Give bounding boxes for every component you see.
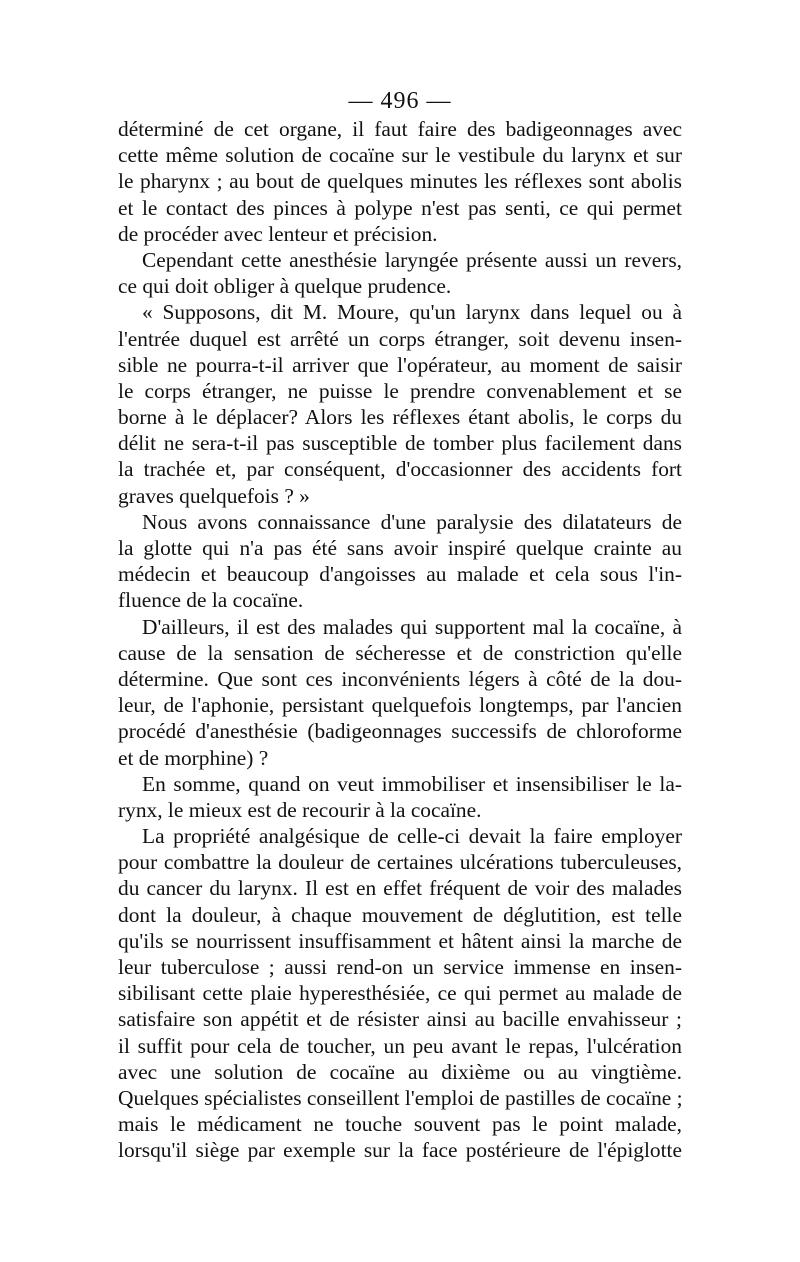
text-line: satisfaire son appétit et de résister ainsi au bacille envahisseur ; [118, 1007, 682, 1032]
text-line: borne à le déplacer? Alors les réflexes étant abolis, le corps du [118, 405, 682, 430]
text-line: le corps étranger, ne puisse le prendre convenablement et se [118, 378, 682, 403]
text-line: leur tuberculose ; aussi rend-on un service immense en insen- [118, 955, 682, 979]
text-line: la glotte qui n'a pas été sans avoir inspiré quelque crainte au [118, 536, 682, 560]
text-line: le pharynx ; au bout de quelques minutes les réflexes sont abolis [118, 169, 682, 194]
body-text [118, 116, 682, 1164]
text-line: qu'ils se nourrissent insuffisamment et hâtent ainsi la marche de [118, 928, 682, 953]
text-line: cette même solution de cocaïne sur le vestibule du larynx et sur [118, 143, 682, 168]
text-line: Quelques spécialistes conseillent l'emploi de pastilles de cocaïne ; [118, 1085, 683, 1110]
text-line: du cancer du larynx. Il est en effet fréquent de voir des malades [118, 876, 682, 901]
text-line: ce qui doit obliger à quelque prudence. [118, 274, 452, 299]
text-line: En somme, quand on veut immobiliser et insensibiliser le la- [142, 771, 682, 796]
text-line: cause de la sensation de sécheresse et de constriction qu'elle [118, 640, 682, 665]
text-line: mais le médicament ne touche souvent pas le point malade, [118, 1112, 682, 1137]
text-line: leur, de l'aphonie, persistant quelquefois longtemps, par l'ancien [118, 693, 682, 718]
text-line: détermine. Que sont ces inconvénients légers à côté de la dou- [118, 666, 682, 691]
text-line: il suffit pour cela de toucher, un peu avant le repas, l'ulcération [118, 1033, 682, 1058]
text-line: D'ailleurs, il est des malades qui supportent mal la cocaïne, à [142, 614, 682, 639]
text-line: La propriété analgésique de celle-ci devait la faire employer [142, 824, 682, 849]
text-line: déterminé de cet organe, il faut faire des badigeonnages avec [118, 117, 682, 141]
text-line: l'entrée duquel est arrêté un corps étranger, soit devenu insen- [118, 326, 682, 351]
text-line: Nous avons connaissance d'une paralysie des dilatateurs de [142, 509, 682, 534]
page-number: — 496 — [348, 88, 452, 114]
text-line: dont la douleur, à chaque mouvement de déglutition, est telle [118, 902, 682, 927]
text-line: et de morphine) ? [118, 745, 269, 770]
text-line: procédé d'anesthésie (badigeonnages successifs de chloroforme [118, 719, 682, 744]
text-line: médecin et beaucoup d'angoisses au malade et cela sous l'in- [118, 562, 682, 587]
text-line: « Supposons, dit M. Moure, qu'un larynx dans lequel ou à [142, 300, 682, 325]
text-line: lorsqu'il siège par exemple sur la face postérieure de l'épiglotte [118, 1138, 682, 1163]
text-line: délit ne sera-t-il pas susceptible de tomber plus facilement dans [118, 431, 682, 456]
text-line: pour combattre la douleur de certaines ulcérations tuberculeuses, [118, 850, 682, 875]
text-line: rynx, le mieux est de recourir à la cocaïne. [118, 797, 482, 822]
text-line: fluence de la cocaïne. [118, 588, 304, 613]
text-line: sible ne pourra-t-il arriver que l'opérateur, au moment de saisir [118, 352, 682, 377]
text-line: et le contact des pinces à polype n'est pas senti, ce qui permet [118, 195, 682, 220]
text-line: graves quelquefois ? » [118, 483, 310, 508]
text-line: la trachée et, par conséquent, d'occasionner des accidents fort [118, 457, 682, 482]
text-line: sibilisant cette plaie hyperesthésiée, ce qui permet au malade de [118, 981, 682, 1006]
text-line: Cependant cette anesthésie laryngée présente aussi un revers, [142, 247, 682, 272]
text-line: avec une solution de cocaïne au dixième ou au vingtième. [118, 1059, 682, 1084]
text-line: de procéder avec lenteur et précision. [118, 221, 438, 246]
